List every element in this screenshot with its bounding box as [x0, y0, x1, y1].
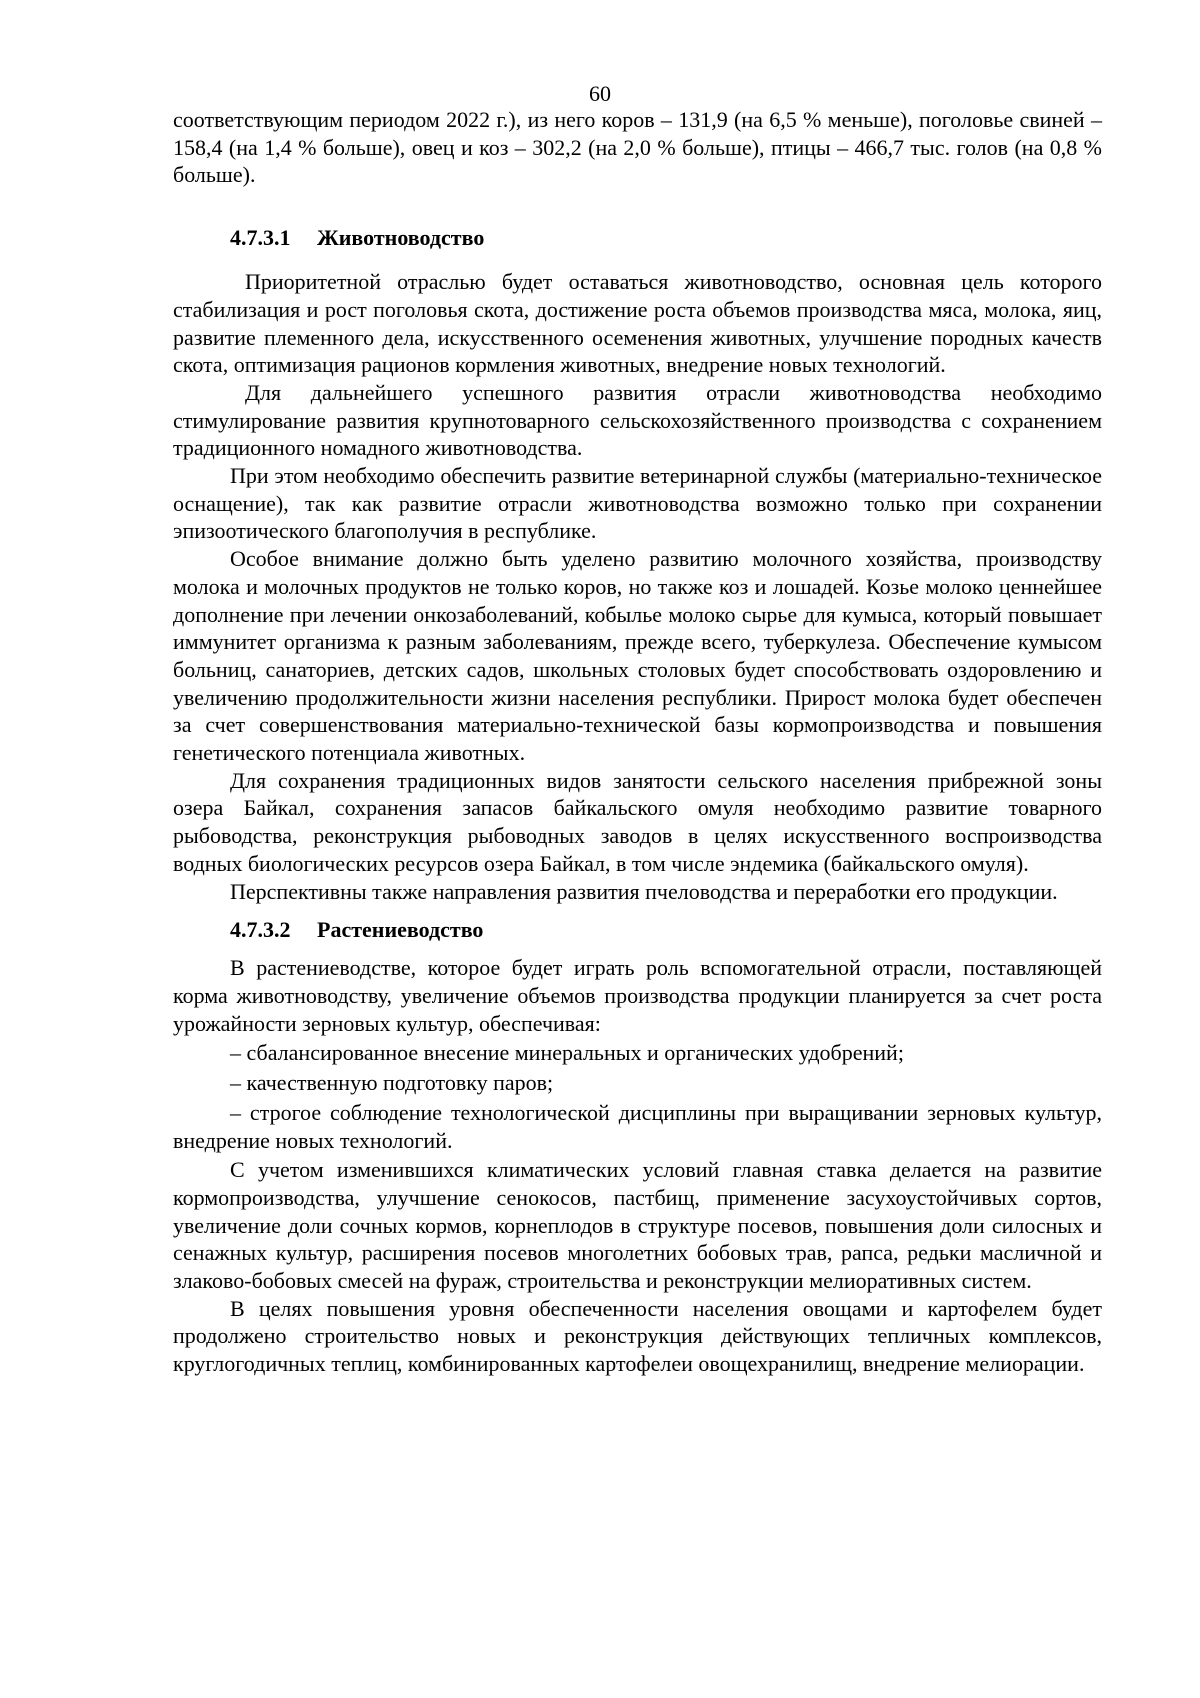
- section-title: Растениеводство: [317, 917, 484, 943]
- page-number: 60: [589, 81, 611, 106]
- paragraph: Перспективны также направления развития пчеловодства и переработки его продукции.: [230, 878, 1058, 904]
- paragraph: Для дальнейшего успешного развития отрасли животноводства необходимо стимулирование развития крупнотоварного сельскохозяйственного производства с сохранением традиционного номадного животноводства.: [173, 379, 1102, 461]
- section-number: 4.7.3.1: [230, 225, 291, 251]
- section-number: 4.7.3.2: [230, 917, 291, 943]
- paragraph: Для сохранения традиционных видов занятости сельского населения прибрежной зоны озера Байкал, сохранения запасов байкальского омуля необходимо развитие товарного рыбоводства, реконструкция рыбоводных заводов в целях искусственного воспроизводства водных биологических ресурсов озера Байкал, в том числе эндемика (байкальского омуля).: [173, 767, 1102, 876]
- paragraph: Приоритетной отраслью будет оставаться животноводство, основная цель которого стабилизация и рост поголовья скота, достижение роста объемов производства мяса, молока, яиц, развитие племенного дела, искусственного осеменения животных, улучшение породных качеств скота, оптимизация рационов кормления животных, внедрение новых технологий.: [173, 269, 1102, 378]
- paragraph: Особое внимание должно быть уделено развитию молочного хозяйства, производству молока и молочных продуктов не только коров, но также коз и лошадей. Козье молоко ценнейшее дополнение при лечении онкозаболеваний, кобылье молоко сырье для кумыса, который повышает иммунитет организма к разным заболеваниям, прежде всего, туберкулеза. Обеспечение кумысом больниц, санаториев, детских садов, школьных столовых будет способствовать оздоровлению и увеличению продолжительности жизни населения республики. Прирост молока будет обеспечен за счет совершенствования материально-технической базы кормопроизводства и повышения генетического потенциала животных.: [173, 546, 1102, 766]
- paragraph: С учетом изменившихся климатических условий главная ставка делается на развитие кормопроизводства, улучшение сенокосов, пастбищ, применение засухоустойчивых сортов, увеличение доли сочных кормов, корнеплодов в структуре посевов, повышения доли силосных и сенажных культур, расширения посевов многолетних бобовых трав, рапса, редьки масличной и злаково-бобовых смесей на фураж, строительства и реконструкции мелиоративных систем.: [173, 1157, 1102, 1294]
- paragraph: При этом необходимо обеспечить развитие ветеринарной службы (материально-техническое оснащение), так как развитие отрасли животноводства возможно только при сохранении эпизоотического благополучия в республике.: [173, 463, 1102, 544]
- section-heading-livestock: [173, 224, 1102, 252]
- list-item: – сбалансированное внесение минеральных и органических удобрений;: [230, 1040, 904, 1066]
- section-heading-crops: [173, 916, 1102, 944]
- paragraph: В растениеводстве, которое будет играть роль вспомогательной отрасли, поставляющей корма животноводству, увеличение объемов производства продукции планируется за счет роста урожайности зерновых культур, обеспечивая:: [173, 955, 1102, 1036]
- intro-paragraph: соответствующим периодом 2022 г.), из него коров – 131,9 (на 6,5 % меньше), поголовье свиней – 158,4 (на 1,4 % больше), овец и коз – 302,2 (на 2,0 % больше), птицы – 466,7 тыс. голов (на 0,8 % больше).: [173, 107, 1102, 188]
- paragraph: В целях повышения уровня обеспеченности населения овощами и картофелем будет продолжено строительство новых и реконструкция действующих тепличных комплексов, круглогодичных теплиц, комбинированных картофелеи овощехранилищ, внедрение мелиорации.: [173, 1295, 1102, 1377]
- list-item: – строгое соблюдение технологической дисциплины при выращивании зерновых культур, внедрение новых технологий.: [173, 1099, 1102, 1153]
- section-title: Животноводство: [317, 225, 485, 251]
- page-content: [173, 106, 1102, 1378]
- list-item: – качественную подготовку паров;: [230, 1070, 554, 1096]
